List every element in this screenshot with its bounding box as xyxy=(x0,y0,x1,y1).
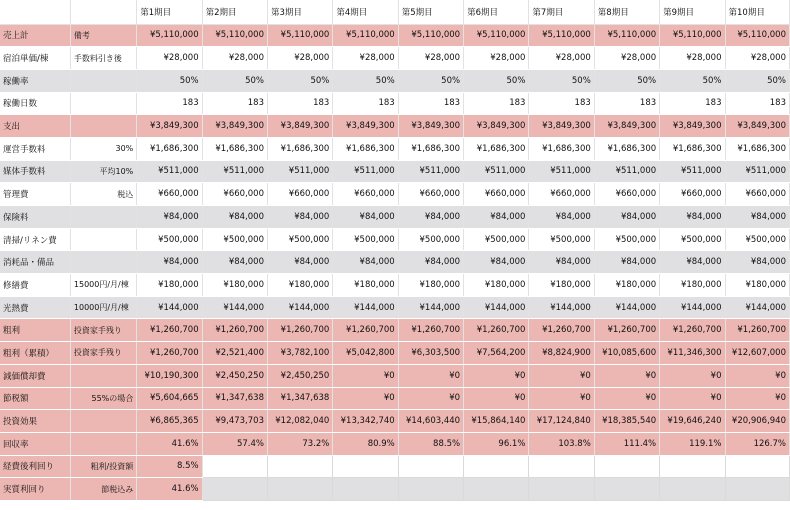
row-label[interactable]: 粗利 xyxy=(0,319,70,342)
value-cell[interactable]: ¥7,564,200 xyxy=(464,342,529,365)
table-row xyxy=(0,47,790,70)
value-cell[interactable]: ¥144,000 xyxy=(725,296,790,319)
value-cell[interactable]: ¥660,000 xyxy=(464,183,529,206)
value-cell[interactable]: ¥28,000 xyxy=(333,47,398,70)
value-cell[interactable]: ¥28,000 xyxy=(137,47,202,70)
period-header-8[interactable]: 第8期目 xyxy=(594,0,659,24)
row-note[interactable] xyxy=(70,432,136,455)
value-cell[interactable]: ¥5,110,000 xyxy=(202,24,267,47)
table-row xyxy=(0,24,790,47)
value-cell[interactable]: ¥511,000 xyxy=(725,160,790,183)
value-cell[interactable]: ¥500,000 xyxy=(660,228,725,251)
value-cell[interactable]: ¥180,000 xyxy=(137,274,202,297)
value-cell[interactable]: ¥1,686,300 xyxy=(594,137,659,160)
value-cell[interactable]: ¥8,824,900 xyxy=(529,342,594,365)
value-cell[interactable]: ¥180,000 xyxy=(594,274,659,297)
value-cell[interactable]: ¥0 xyxy=(660,387,725,410)
row-note[interactable]: 平均10% xyxy=(70,160,136,183)
value-cell[interactable]: ¥28,000 xyxy=(594,47,659,70)
value-cell[interactable]: ¥660,000 xyxy=(267,183,332,206)
empty-cell[interactable] xyxy=(464,455,529,478)
value-cell[interactable]: ¥1,686,300 xyxy=(660,137,725,160)
value-cell[interactable]: ¥5,110,000 xyxy=(398,24,463,47)
empty-cell[interactable] xyxy=(725,478,790,501)
empty-cell[interactable] xyxy=(267,478,332,501)
value-cell[interactable]: 57.4% xyxy=(202,432,267,455)
empty-cell[interactable] xyxy=(529,478,594,501)
value-cell[interactable]: ¥180,000 xyxy=(333,274,398,297)
value-cell[interactable]: ¥84,000 xyxy=(594,206,659,229)
value-cell[interactable]: ¥84,000 xyxy=(398,251,463,274)
period-header-10[interactable]: 第10期目 xyxy=(725,0,790,24)
value-cell[interactable]: 73.2% xyxy=(267,432,332,455)
value-cell[interactable]: 183 xyxy=(267,92,332,115)
value-cell[interactable]: ¥0 xyxy=(594,364,659,387)
row-note[interactable]: 30% xyxy=(70,137,136,160)
table-row xyxy=(0,432,790,455)
row-label[interactable]: 修繕費 xyxy=(0,274,70,297)
row-label[interactable]: 稼働率 xyxy=(0,69,70,92)
value-cell[interactable]: ¥20,906,940 xyxy=(725,410,790,433)
empty-cell[interactable] xyxy=(529,455,594,478)
table-row xyxy=(0,206,790,229)
value-cell[interactable]: ¥660,000 xyxy=(137,183,202,206)
value-cell[interactable]: ¥500,000 xyxy=(398,228,463,251)
value-cell[interactable]: ¥28,000 xyxy=(529,47,594,70)
value-cell[interactable]: ¥5,110,000 xyxy=(725,24,790,47)
value-cell[interactable]: ¥19,646,240 xyxy=(660,410,725,433)
table-row xyxy=(0,251,790,274)
empty-cell[interactable] xyxy=(660,455,725,478)
value-cell[interactable]: ¥0 xyxy=(398,387,463,410)
value-cell[interactable]: 50% xyxy=(398,69,463,92)
row-label[interactable]: 回収率 xyxy=(0,432,70,455)
value-cell[interactable]: 183 xyxy=(594,92,659,115)
row-note[interactable] xyxy=(70,410,136,433)
value-cell[interactable]: ¥1,260,700 xyxy=(725,319,790,342)
value-cell[interactable]: 50% xyxy=(202,69,267,92)
value-cell[interactable]: 183 xyxy=(137,92,202,115)
value-cell[interactable]: ¥3,849,300 xyxy=(267,115,332,138)
table-row xyxy=(0,478,790,501)
value-cell[interactable]: ¥2,521,400 xyxy=(202,342,267,365)
value-cell[interactable]: ¥144,000 xyxy=(202,296,267,319)
value-cell[interactable]: ¥511,000 xyxy=(660,160,725,183)
row-note[interactable]: 投資家手残り xyxy=(70,319,136,342)
value-cell[interactable]: ¥17,124,840 xyxy=(529,410,594,433)
row-label[interactable]: 支出 xyxy=(0,115,70,138)
period-header-4[interactable]: 第4期目 xyxy=(333,0,398,24)
value-cell[interactable]: ¥6,865,365 xyxy=(137,410,202,433)
value-cell[interactable]: ¥144,000 xyxy=(333,296,398,319)
row-label[interactable]: 消耗品・備品 xyxy=(0,251,70,274)
value-cell[interactable]: ¥144,000 xyxy=(137,296,202,319)
value-cell[interactable]: ¥511,000 xyxy=(267,160,332,183)
value-cell[interactable]: ¥5,110,000 xyxy=(137,24,202,47)
value-cell[interactable]: 103.8% xyxy=(529,432,594,455)
value-cell[interactable]: ¥5,110,000 xyxy=(267,24,332,47)
row-label[interactable]: 経費後利回り xyxy=(0,455,70,478)
empty-cell[interactable] xyxy=(725,455,790,478)
value-cell[interactable]: ¥660,000 xyxy=(660,183,725,206)
value-cell[interactable]: ¥84,000 xyxy=(333,251,398,274)
value-cell[interactable]: ¥0 xyxy=(464,364,529,387)
row-label[interactable]: 光熱費 xyxy=(0,296,70,319)
value-cell[interactable]: ¥2,450,250 xyxy=(202,364,267,387)
value-cell[interactable]: ¥3,849,300 xyxy=(137,115,202,138)
value-cell[interactable]: 50% xyxy=(333,69,398,92)
value-cell[interactable]: ¥660,000 xyxy=(725,183,790,206)
table-row xyxy=(0,410,790,433)
row-note[interactable] xyxy=(70,206,136,229)
value-cell[interactable]: ¥5,110,000 xyxy=(464,24,529,47)
value-cell[interactable]: ¥500,000 xyxy=(594,228,659,251)
value-cell[interactable]: ¥144,000 xyxy=(464,296,529,319)
empty-cell[interactable] xyxy=(398,455,463,478)
value-cell[interactable]: ¥84,000 xyxy=(202,251,267,274)
empty-cell[interactable] xyxy=(202,455,267,478)
value-cell[interactable]: ¥0 xyxy=(725,364,790,387)
value-cell[interactable]: ¥660,000 xyxy=(333,183,398,206)
value-cell[interactable]: ¥511,000 xyxy=(333,160,398,183)
period-header-5[interactable]: 第5期目 xyxy=(398,0,463,24)
value-cell[interactable]: ¥144,000 xyxy=(267,296,332,319)
table-row xyxy=(0,69,790,92)
value-cell[interactable]: ¥0 xyxy=(725,387,790,410)
value-cell[interactable]: ¥1,347,638 xyxy=(202,387,267,410)
table-row xyxy=(0,228,790,251)
value-cell[interactable]: ¥1,686,300 xyxy=(333,137,398,160)
value-cell[interactable]: ¥28,000 xyxy=(725,47,790,70)
period-header-7[interactable]: 第7期目 xyxy=(529,0,594,24)
period-header-9[interactable]: 第9期目 xyxy=(660,0,725,24)
table-row xyxy=(0,183,790,206)
value-cell[interactable]: ¥660,000 xyxy=(202,183,267,206)
row-label[interactable]: 媒体手数料 xyxy=(0,160,70,183)
value-cell[interactable]: ¥84,000 xyxy=(660,251,725,274)
value-cell[interactable]: ¥1,686,300 xyxy=(464,137,529,160)
row-note[interactable]: 10000円/月/棟 xyxy=(70,296,136,319)
value-cell[interactable]: 119.1% xyxy=(660,432,725,455)
value-cell[interactable]: ¥28,000 xyxy=(398,47,463,70)
row-note[interactable]: 粗利/投資額 xyxy=(70,455,136,478)
row-label[interactable]: 清掃/リネン費 xyxy=(0,228,70,251)
value-cell[interactable]: 50% xyxy=(529,69,594,92)
value-cell[interactable]: ¥84,000 xyxy=(267,206,332,229)
value-cell[interactable]: ¥3,849,300 xyxy=(529,115,594,138)
value-cell[interactable]: 183 xyxy=(398,92,463,115)
value-cell[interactable]: ¥15,864,140 xyxy=(464,410,529,433)
table-row xyxy=(0,115,790,138)
value-cell[interactable]: ¥1,260,700 xyxy=(333,319,398,342)
empty-cell[interactable] xyxy=(464,478,529,501)
value-cell[interactable]: ¥9,473,703 xyxy=(202,410,267,433)
value-cell[interactable]: 50% xyxy=(267,69,332,92)
value-cell[interactable]: ¥28,000 xyxy=(267,47,332,70)
value-cell[interactable]: ¥84,000 xyxy=(398,206,463,229)
value-cell[interactable]: ¥18,385,540 xyxy=(594,410,659,433)
value-cell[interactable]: ¥0 xyxy=(529,387,594,410)
value-cell[interactable]: 50% xyxy=(137,69,202,92)
value-cell[interactable]: ¥660,000 xyxy=(529,183,594,206)
value-cell[interactable]: ¥1,260,700 xyxy=(267,319,332,342)
value-cell[interactable]: ¥500,000 xyxy=(137,228,202,251)
row-note[interactable]: 税込 xyxy=(70,183,136,206)
row-label[interactable]: 投資効果 xyxy=(0,410,70,433)
value-cell[interactable]: ¥511,000 xyxy=(594,160,659,183)
table-row xyxy=(0,364,790,387)
value-cell[interactable]: ¥12,607,000 xyxy=(725,342,790,365)
value-cell[interactable]: ¥6,303,500 xyxy=(398,342,463,365)
value-cell[interactable]: ¥84,000 xyxy=(137,251,202,274)
value-cell[interactable]: ¥500,000 xyxy=(333,228,398,251)
empty-cell[interactable] xyxy=(267,455,332,478)
table-row xyxy=(0,342,790,365)
value-cell[interactable]: ¥511,000 xyxy=(529,160,594,183)
value-cell[interactable]: ¥180,000 xyxy=(202,274,267,297)
row-label[interactable]: 減価償却費 xyxy=(0,364,70,387)
value-cell[interactable]: 183 xyxy=(660,92,725,115)
value-cell[interactable]: ¥5,042,800 xyxy=(333,342,398,365)
header-blank-cell[interactable] xyxy=(0,0,70,24)
value-cell[interactable]: ¥84,000 xyxy=(725,206,790,229)
value-cell[interactable]: ¥11,346,300 xyxy=(660,342,725,365)
value-cell[interactable]: ¥1,686,300 xyxy=(137,137,202,160)
value-cell[interactable]: ¥144,000 xyxy=(594,296,659,319)
value-cell[interactable]: ¥0 xyxy=(398,364,463,387)
row-note[interactable]: 15000円/月/棟 xyxy=(70,274,136,297)
value-cell[interactable]: 50% xyxy=(725,69,790,92)
value-cell[interactable]: ¥180,000 xyxy=(725,274,790,297)
row-note[interactable] xyxy=(70,115,136,138)
value-cell[interactable]: ¥1,686,300 xyxy=(725,137,790,160)
table-row xyxy=(0,160,790,183)
period-header-2[interactable]: 第2期目 xyxy=(202,0,267,24)
value-cell[interactable]: 183 xyxy=(725,92,790,115)
empty-cell[interactable] xyxy=(333,455,398,478)
row-note[interactable] xyxy=(70,228,136,251)
empty-cell[interactable] xyxy=(398,478,463,501)
value-cell[interactable]: ¥1,260,700 xyxy=(398,319,463,342)
table-row xyxy=(0,274,790,297)
row-note[interactable]: 投資家手残り xyxy=(70,342,136,365)
value-cell[interactable]: ¥0 xyxy=(333,387,398,410)
value-cell[interactable]: ¥0 xyxy=(464,387,529,410)
value-cell[interactable]: ¥5,110,000 xyxy=(333,24,398,47)
value-cell[interactable]: ¥180,000 xyxy=(398,274,463,297)
value-cell[interactable]: ¥2,450,250 xyxy=(267,364,332,387)
value-cell[interactable]: ¥1,260,700 xyxy=(202,319,267,342)
value-cell[interactable]: ¥3,849,300 xyxy=(725,115,790,138)
table-row xyxy=(0,92,790,115)
value-cell[interactable]: ¥14,603,440 xyxy=(398,410,463,433)
value-cell[interactable]: ¥144,000 xyxy=(398,296,463,319)
value-cell[interactable]: ¥3,849,300 xyxy=(594,115,659,138)
value-cell[interactable]: ¥500,000 xyxy=(202,228,267,251)
value-cell[interactable]: ¥3,849,300 xyxy=(660,115,725,138)
value-cell[interactable]: 50% xyxy=(660,69,725,92)
value-cell[interactable]: ¥180,000 xyxy=(267,274,332,297)
value-cell[interactable]: ¥1,260,700 xyxy=(660,319,725,342)
row-note[interactable] xyxy=(70,364,136,387)
row-note[interactable]: 手数料引き後 xyxy=(70,47,136,70)
value-cell[interactable]: ¥1,686,300 xyxy=(529,137,594,160)
row-note[interactable] xyxy=(70,251,136,274)
value-cell[interactable]: 80.9% xyxy=(333,432,398,455)
value-cell[interactable]: 8.5% xyxy=(137,455,202,478)
row-note[interactable]: 節税込み xyxy=(70,478,136,501)
row-label[interactable]: 実質利回り xyxy=(0,478,70,501)
value-cell[interactable]: 41.6% xyxy=(137,432,202,455)
value-cell[interactable]: ¥84,000 xyxy=(464,206,529,229)
value-cell[interactable]: 183 xyxy=(202,92,267,115)
value-cell[interactable]: ¥1,686,300 xyxy=(267,137,332,160)
value-cell[interactable]: 50% xyxy=(594,69,659,92)
table-row xyxy=(0,137,790,160)
table-row xyxy=(0,296,790,319)
value-cell[interactable]: 126.7% xyxy=(725,432,790,455)
value-cell[interactable]: ¥180,000 xyxy=(660,274,725,297)
value-cell[interactable]: ¥511,000 xyxy=(398,160,463,183)
row-label[interactable]: 保険料 xyxy=(0,206,70,229)
value-cell[interactable]: ¥0 xyxy=(333,364,398,387)
value-cell[interactable]: ¥1,260,700 xyxy=(529,319,594,342)
value-cell[interactable]: ¥3,849,300 xyxy=(398,115,463,138)
row-note[interactable] xyxy=(70,69,136,92)
value-cell[interactable]: 111.4% xyxy=(594,432,659,455)
row-note[interactable]: 備考 xyxy=(70,24,136,47)
value-cell[interactable]: ¥1,260,700 xyxy=(137,342,202,365)
row-label[interactable]: 宿泊単価/棟 xyxy=(0,47,70,70)
table-row xyxy=(0,387,790,410)
value-cell[interactable]: ¥1,686,300 xyxy=(398,137,463,160)
value-cell[interactable]: 41.6% xyxy=(137,478,202,501)
period-header-3[interactable]: 第3期目 xyxy=(267,0,332,24)
value-cell[interactable]: ¥84,000 xyxy=(464,251,529,274)
value-cell[interactable]: ¥500,000 xyxy=(725,228,790,251)
value-cell[interactable]: ¥5,110,000 xyxy=(660,24,725,47)
row-note[interactable]: 55%の場合 xyxy=(70,387,136,410)
row-label[interactable]: 粗利（累積） xyxy=(0,342,70,365)
value-cell[interactable]: ¥84,000 xyxy=(137,206,202,229)
row-label[interactable]: 運営手数料 xyxy=(0,137,70,160)
row-label[interactable]: 管理費 xyxy=(0,183,70,206)
value-cell[interactable]: ¥84,000 xyxy=(725,251,790,274)
value-cell[interactable]: 50% xyxy=(464,69,529,92)
value-cell[interactable]: ¥3,849,300 xyxy=(464,115,529,138)
value-cell[interactable]: ¥500,000 xyxy=(529,228,594,251)
value-cell[interactable]: ¥10,190,300 xyxy=(137,364,202,387)
value-cell[interactable]: ¥660,000 xyxy=(594,183,659,206)
value-cell[interactable]: ¥28,000 xyxy=(660,47,725,70)
empty-cell[interactable] xyxy=(594,455,659,478)
value-cell[interactable]: ¥1,347,638 xyxy=(267,387,332,410)
row-note[interactable] xyxy=(70,92,136,115)
value-cell[interactable]: ¥500,000 xyxy=(464,228,529,251)
value-cell[interactable]: ¥84,000 xyxy=(333,206,398,229)
period-header-6[interactable]: 第6期目 xyxy=(464,0,529,24)
value-cell[interactable]: ¥180,000 xyxy=(464,274,529,297)
value-cell[interactable]: ¥5,110,000 xyxy=(594,24,659,47)
value-cell[interactable]: ¥10,085,600 xyxy=(594,342,659,365)
row-label[interactable]: 売上計 xyxy=(0,24,70,47)
value-cell[interactable]: ¥28,000 xyxy=(464,47,529,70)
empty-cell[interactable] xyxy=(333,478,398,501)
value-cell[interactable]: 183 xyxy=(529,92,594,115)
value-cell[interactable]: 88.5% xyxy=(398,432,463,455)
value-cell[interactable]: ¥3,782,100 xyxy=(267,342,332,365)
value-cell[interactable]: 96.1% xyxy=(464,432,529,455)
value-cell[interactable]: ¥3,849,300 xyxy=(202,115,267,138)
value-cell[interactable]: 183 xyxy=(464,92,529,115)
value-cell[interactable]: ¥0 xyxy=(529,364,594,387)
value-cell[interactable]: ¥511,000 xyxy=(464,160,529,183)
value-cell[interactable]: ¥500,000 xyxy=(267,228,332,251)
value-cell[interactable]: ¥84,000 xyxy=(202,206,267,229)
value-cell[interactable]: ¥180,000 xyxy=(529,274,594,297)
value-cell[interactable]: ¥1,260,700 xyxy=(137,319,202,342)
value-cell[interactable]: ¥144,000 xyxy=(660,296,725,319)
value-cell[interactable]: ¥511,000 xyxy=(202,160,267,183)
value-cell[interactable]: ¥3,849,300 xyxy=(333,115,398,138)
table-row xyxy=(0,455,790,478)
value-cell[interactable]: ¥84,000 xyxy=(529,206,594,229)
empty-cell[interactable] xyxy=(660,478,725,501)
empty-cell[interactable] xyxy=(594,478,659,501)
value-cell[interactable]: ¥511,000 xyxy=(137,160,202,183)
row-label[interactable]: 稼働日数 xyxy=(0,92,70,115)
table-row xyxy=(0,319,790,342)
value-cell[interactable]: ¥84,000 xyxy=(660,206,725,229)
value-cell[interactable]: ¥1,260,700 xyxy=(464,319,529,342)
period-header-1[interactable]: 第1期目 xyxy=(137,0,202,24)
header-row xyxy=(0,0,790,24)
value-cell[interactable]: ¥1,686,300 xyxy=(202,137,267,160)
value-cell[interactable]: ¥5,604,665 xyxy=(137,387,202,410)
value-cell[interactable]: ¥660,000 xyxy=(398,183,463,206)
value-cell[interactable]: ¥5,110,000 xyxy=(529,24,594,47)
value-cell[interactable]: ¥84,000 xyxy=(267,251,332,274)
value-cell[interactable]: ¥28,000 xyxy=(202,47,267,70)
value-cell[interactable]: ¥13,342,740 xyxy=(333,410,398,433)
value-cell[interactable]: 183 xyxy=(333,92,398,115)
value-cell[interactable]: ¥1,260,700 xyxy=(594,319,659,342)
value-cell[interactable]: ¥144,000 xyxy=(529,296,594,319)
empty-cell[interactable] xyxy=(202,478,267,501)
value-cell[interactable]: ¥0 xyxy=(660,364,725,387)
value-cell[interactable]: ¥84,000 xyxy=(594,251,659,274)
header-blank-cell[interactable] xyxy=(70,0,136,24)
value-cell[interactable]: ¥0 xyxy=(594,387,659,410)
row-label[interactable]: 節税額 xyxy=(0,387,70,410)
value-cell[interactable]: ¥84,000 xyxy=(529,251,594,274)
value-cell[interactable]: ¥12,082,040 xyxy=(267,410,332,433)
